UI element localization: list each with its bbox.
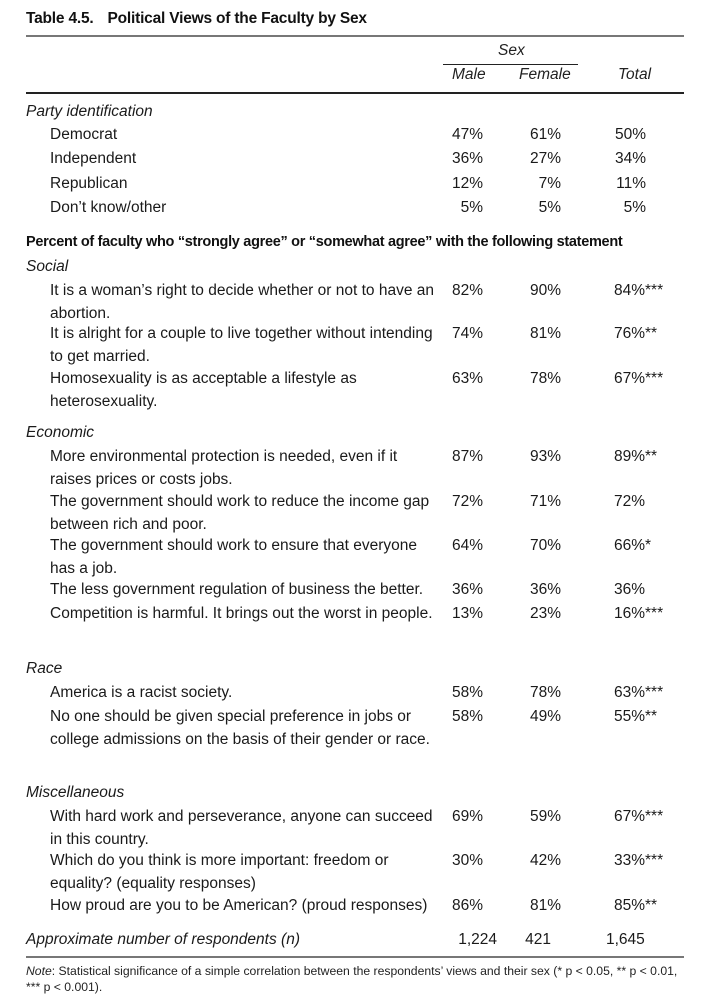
cell-female: 70% [529, 537, 561, 554]
cell-total: 33%*** [614, 852, 664, 869]
cell-total: 11% [616, 175, 646, 192]
header-rule [26, 92, 684, 94]
row-label: With hard work and perseverance, anyone can succeed in this country. [50, 808, 433, 848]
cell-total: 76%** [614, 325, 658, 342]
respondents-total: 1,645 [606, 931, 645, 948]
cell-male: 5% [460, 199, 483, 216]
table-title-text: Political Views of the Faculty by Sex [107, 10, 367, 27]
row-label: How proud are you to be American? (proud responses) [50, 897, 428, 914]
cell-male: 74% [451, 325, 483, 342]
row-label: America is a racist society. [50, 684, 233, 701]
respondents-label: Approximate number of respondents (n) [26, 931, 300, 948]
table-number: Table 4.5. [26, 10, 94, 27]
top-rule [26, 35, 684, 37]
cell-total: 67%*** [614, 370, 664, 387]
cell-female: 81% [529, 325, 561, 342]
row-label: Don’t know/other [50, 199, 167, 216]
cell-male: 87% [451, 448, 483, 465]
category-economic: Economic [26, 424, 95, 441]
column-header-male: Male [452, 66, 486, 83]
cell-female: 90% [529, 282, 561, 299]
category-miscellaneous: Miscellaneous [26, 784, 125, 801]
cell-male: 36% [451, 581, 483, 598]
cell-female: 23% [529, 605, 561, 622]
cell-male: 86% [451, 897, 483, 914]
cell-male: 13% [451, 605, 483, 622]
row-label: Homosexuality is as acceptable a lifestyle as heterosexuality. [50, 370, 357, 410]
cell-total: 63%*** [614, 684, 664, 701]
cell-female: 27% [529, 150, 561, 167]
row-label: It is alright for a couple to live together without intending to get married. [50, 325, 433, 365]
row-label: Democrat [50, 126, 118, 143]
cell-female: 61% [529, 126, 561, 143]
row-label: Republican [50, 175, 128, 192]
column-header-total: Total [618, 66, 652, 83]
cell-female: 5% [538, 199, 561, 216]
row-label: Independent [50, 150, 137, 167]
cell-female: 78% [529, 684, 561, 701]
cell-female: 81% [529, 897, 561, 914]
respondents-female: 421 [525, 931, 551, 948]
sex-group-rule [443, 64, 578, 65]
cell-male: 64% [451, 537, 483, 554]
row-label: Which do you think is more important: freedom or equality? (equality responses) [50, 852, 389, 892]
cell-male: 58% [451, 684, 483, 701]
category-social: Social [26, 258, 69, 275]
row-label: It is a woman’s right to decide whether or not to have an abortion. [50, 282, 434, 322]
table-title [26, 10, 367, 28]
cell-total: 67%*** [614, 808, 664, 825]
cell-female: 78% [529, 370, 561, 387]
cell-male: 47% [451, 126, 483, 143]
cell-male: 69% [451, 808, 483, 825]
category-party-identification: Party identification [26, 103, 153, 120]
cell-total: 55%** [614, 708, 658, 725]
cell-male: 72% [451, 493, 483, 510]
row-label: No one should be given special preference in jobs or college admissions on the basis of their gender or race. [50, 708, 430, 748]
row-label: The government should work to reduce the income gap between rich and poor. [50, 493, 430, 533]
cell-total: 5% [623, 199, 646, 216]
category-race: Race [26, 660, 63, 677]
cell-total: 50% [614, 126, 646, 143]
cell-total: 16%*** [614, 605, 664, 622]
row-label: More environmental protection is needed, even if it raises prices or costs jobs. [50, 448, 398, 488]
cell-female: 93% [529, 448, 561, 465]
cell-total: 89%** [614, 448, 658, 465]
cell-male: 30% [451, 852, 483, 869]
cell-male: 58% [451, 708, 483, 725]
bottom-rule [26, 956, 684, 958]
cell-female: 49% [529, 708, 561, 725]
cell-male: 82% [451, 282, 483, 299]
respondents-male: 1,224 [458, 931, 497, 948]
cell-total: 36% [614, 581, 646, 598]
sex-group-header: Sex [498, 42, 525, 59]
table-note [26, 963, 691, 995]
note-text: : Statistical significance of a simple correlation between the respondents’ views and their sex (* p < 0.05, ** p < 0.01, *** p < 0.001). [26, 964, 678, 994]
cell-male: 63% [451, 370, 483, 387]
cell-female: 42% [529, 852, 561, 869]
cell-female: 36% [529, 581, 561, 598]
row-label: The government should work to ensure that everyone has a job. [50, 537, 418, 577]
agree-section-heading: Percent of faculty who “strongly agree” or “somewhat agree” with the following statement [26, 234, 623, 250]
cell-male: 12% [451, 175, 483, 192]
note-prefix: Note [26, 964, 52, 978]
cell-total: 72% [614, 493, 646, 510]
column-header-female: Female [519, 66, 571, 83]
cell-female: 7% [538, 175, 561, 192]
cell-female: 59% [529, 808, 561, 825]
cell-total: 34% [614, 150, 646, 167]
cell-total: 66%* [614, 537, 652, 554]
cell-total: 84%*** [614, 282, 664, 299]
cell-female: 71% [529, 493, 561, 510]
cell-total: 85%** [614, 897, 658, 914]
row-label: The less government regulation of business the better. [50, 581, 424, 598]
cell-male: 36% [451, 150, 483, 167]
row-label: Competition is harmful. It brings out the worst in people. [50, 605, 433, 622]
